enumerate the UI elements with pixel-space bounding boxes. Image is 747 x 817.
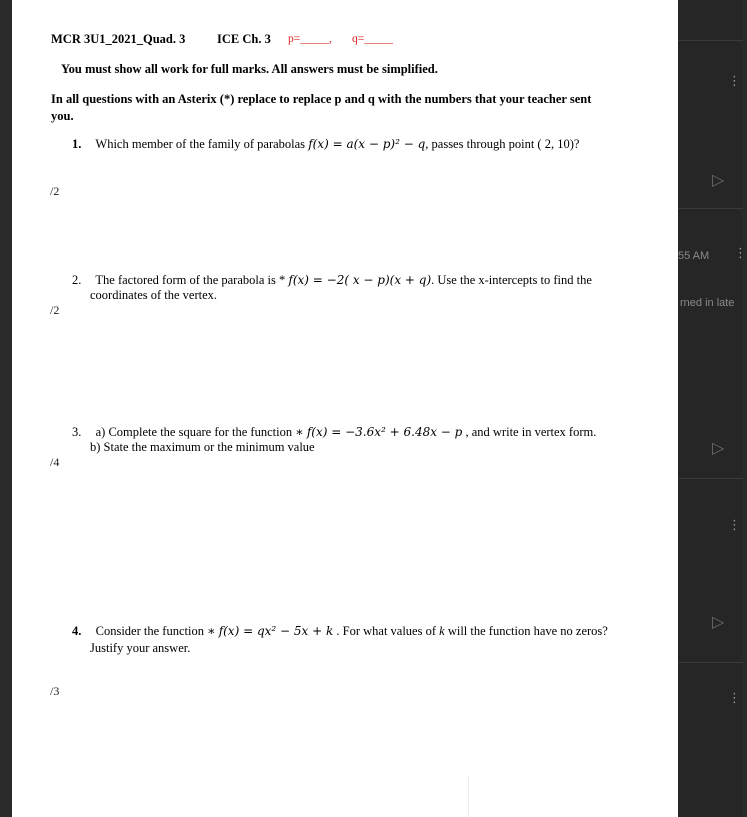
instruction-show-work: You must show all work for full marks. All answers must be simplified. bbox=[61, 62, 438, 76]
question-text: will the function have no zeros? bbox=[444, 624, 608, 638]
timestamp-partial: 55 AM bbox=[678, 250, 710, 262]
question-text: The factored form of the parabola is * bbox=[95, 273, 289, 287]
p-blank: p=_____, bbox=[288, 33, 332, 45]
status-text-partial: rned in late bbox=[680, 297, 735, 309]
instruction-asterix-cont: you. bbox=[51, 109, 74, 123]
variable-k: k bbox=[439, 624, 445, 638]
question-text: Consider the function ∗ bbox=[95, 624, 219, 638]
question-text: , and write in vertex form. bbox=[462, 425, 597, 439]
question-number: 4. bbox=[72, 624, 82, 638]
marks-label: /2 bbox=[50, 303, 60, 317]
question-text: , passes through point ( 2, 10)? bbox=[425, 137, 580, 151]
question-text: Which member of the family of parabolas bbox=[95, 137, 309, 151]
send-icon[interactable]: ▷ bbox=[712, 438, 725, 457]
question-2-cont: coordinates of the vertex. bbox=[90, 288, 218, 302]
marks-label: /2 bbox=[50, 184, 60, 198]
question-formula: f(x) = −3.6x² + 6.48x − p bbox=[306, 425, 463, 439]
send-icon[interactable]: ▷ bbox=[712, 612, 725, 631]
question-3-part-b: b) State the maximum or the minimum value bbox=[90, 440, 315, 454]
question-formula: f(x) = −2( x − p)(x + q) bbox=[288, 273, 432, 287]
question-text: . Use the x-intercepts to find the bbox=[431, 273, 592, 287]
question-text: . For what values of bbox=[333, 624, 440, 638]
chapter-label: ICE Ch. 3 bbox=[217, 32, 271, 46]
marks-label: /4 bbox=[50, 455, 60, 469]
question-number: 2. bbox=[72, 273, 82, 287]
divider bbox=[468, 775, 469, 817]
more-vert-icon[interactable]: ⋮ bbox=[734, 246, 747, 261]
send-icon[interactable]: ▷ bbox=[712, 170, 725, 189]
instruction-asterix: In all questions with an Asterix (*) replace to replace p and q with the numbers that your teacher sent bbox=[51, 92, 592, 106]
question-formula: f(x) = a(x − p)² − q bbox=[308, 137, 426, 151]
more-vert-icon[interactable]: ⋮ bbox=[728, 74, 741, 89]
question-4-cont: Justify your answer. bbox=[90, 641, 191, 655]
question-number: 3. bbox=[72, 425, 82, 439]
marks-label: /3 bbox=[50, 684, 60, 698]
question-text: a) Complete the square for the function ∗ bbox=[95, 425, 307, 439]
document-page bbox=[12, 0, 678, 817]
question-4 bbox=[72, 623, 608, 639]
question-number: 1. bbox=[72, 137, 82, 151]
more-vert-icon[interactable]: ⋮ bbox=[728, 518, 741, 533]
question-2 bbox=[72, 273, 592, 288]
course-code: MCR 3U1_2021_Quad. 3 bbox=[51, 32, 186, 46]
q-blank: q=_____ bbox=[352, 33, 393, 45]
question-1 bbox=[72, 137, 579, 152]
question-3 bbox=[72, 424, 596, 440]
more-vert-icon[interactable]: ⋮ bbox=[728, 691, 741, 706]
question-formula: f(x) = qx² − 5x + k bbox=[218, 624, 334, 638]
